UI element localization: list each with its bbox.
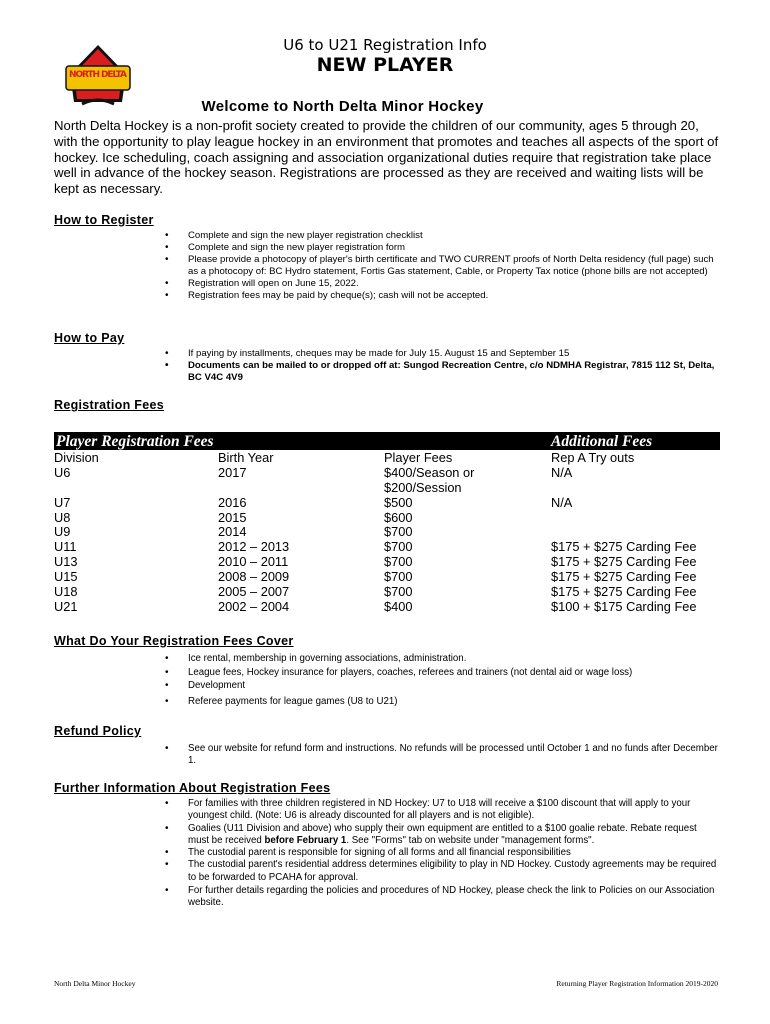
cell-birth-year: 2010 – 2011 xyxy=(218,554,289,570)
list-item: • Ice rental, membership in governing associations, administration. xyxy=(188,652,720,666)
goalie-rebate-text: Goalies (U11 Division and above) who supply their own equipment are entitled to a $100 goalie rebate. Rebate request must be received xyxy=(188,822,697,846)
list-item: • Registration fees may be paid by cheque(s); cash will not be accepted. xyxy=(188,290,720,302)
cell-additional-fee: $100 + $175 Carding Fee xyxy=(551,598,697,614)
table-row xyxy=(54,570,720,585)
list-item: • The custodial parent's residential address determines eligibility to play in ND Hockey. Custody agreements may be required to be forwarded to PCAHA for approval. xyxy=(188,859,720,884)
cell-birth-year: 2005 – 2007 xyxy=(218,584,290,600)
cell-additional-fee: $175 + $275 Carding Fee xyxy=(551,554,697,570)
list-item: • For families with three children registered in ND Hockey: U7 to U18 will receive a $100 discount that will apply to your youngest child. (Note: U6 is already discounted for all players and is not eligible). xyxy=(188,798,720,823)
cell-player-fee: $700 xyxy=(384,569,413,585)
table-row xyxy=(54,496,720,511)
cell-player-fee: $200/Session xyxy=(384,479,462,495)
cell-birth-year: 2002 – 2004 xyxy=(218,598,290,614)
intro-paragraph: North Delta Hockey is a non-profit society created to provide the children of our community, ages 5 through 20, with the opportunity to play league hockey in an environment that promotes and teaches all aspects of the sport of hockey. Ice scheduling, coach assigning and association organizational duties require that registration take place well in advance of the hockey season. Registrations are processed as they are received and waiting lists will be kept as necessary. xyxy=(54,118,719,197)
cell-birth-year: 2008 – 2009 xyxy=(218,569,290,585)
how-to-pay-heading: How to Pay xyxy=(54,331,125,345)
list-item: • League fees, Hockey insurance for players, coaches, referees and trainers (not dental aid or wage loss) xyxy=(188,666,720,680)
fee-table-title: Player Registration Fees xyxy=(56,433,214,450)
cell-birth-year: 2012 – 2013 xyxy=(218,539,290,555)
col-rep-tryouts: Rep A Try outs xyxy=(551,450,635,465)
cell-birth-year: 2015 xyxy=(218,509,247,525)
further-info-heading: Further Information About Registration Fees xyxy=(54,781,331,795)
table-row xyxy=(54,466,720,481)
list-item: • Complete and sign the new player registration form xyxy=(188,242,720,254)
footer-right: Returning Player Registration Information 2019-2020 xyxy=(556,979,718,988)
logo-lettering: NORTH DELTA xyxy=(69,70,127,80)
table-row xyxy=(54,600,720,615)
cell-player-fee: $700 xyxy=(384,554,413,570)
cell-player-fee: $500 xyxy=(384,494,413,510)
cell-birth-year: 2017 xyxy=(218,464,247,480)
list-item: • Please provide a photocopy of player's birth certificate and TWO CURRENT proofs of North Delta residency (full page) such as a photocopy of: BC Hydro statement, Fortis Gas statement, Cable, or Property Tax notice (phone bills are not accepted) xyxy=(188,254,720,278)
cell-player-fee: $700 xyxy=(384,584,413,600)
how-to-register-heading: How to Register xyxy=(54,213,154,227)
list-item xyxy=(188,823,720,848)
cell-division: U7 xyxy=(54,494,71,510)
fees-cover-heading: What Do Your Registration Fees Cover xyxy=(54,634,294,648)
forms-note: . See "Forms" tab on website under "management forms". xyxy=(346,834,595,846)
fee-table-columns xyxy=(54,451,720,466)
fee-table-header xyxy=(54,432,720,450)
header-subtitle: U6 to U21 Registration Info xyxy=(283,36,487,54)
list-item: • Development xyxy=(188,679,720,693)
cell-player-fee: $700 xyxy=(384,524,413,540)
cell-division: U8 xyxy=(54,509,71,525)
list-item: • For further details regarding the policies and procedures of ND Hockey, please check the link to Policies on our Association website. xyxy=(188,885,720,910)
cell-player-fee: $400/Season or xyxy=(384,464,475,480)
cell-division: U13 xyxy=(54,554,78,570)
refund-list xyxy=(188,743,720,768)
cell-birth-year: 2016 xyxy=(218,494,247,510)
cell-division: U11 xyxy=(54,539,77,555)
col-division: Division xyxy=(54,450,99,465)
fees-cover-list xyxy=(188,652,720,708)
col-player-fees: Player Fees xyxy=(384,450,453,465)
cell-division: U21 xyxy=(54,598,78,614)
refund-policy-heading: Refund Policy xyxy=(54,724,142,738)
further-info-list xyxy=(188,798,720,910)
col-birth-year: Birth Year xyxy=(218,450,274,465)
cell-additional-fee: $175 + $275 Carding Fee xyxy=(551,569,697,585)
cell-additional-fee: $175 + $275 Carding Fee xyxy=(551,584,697,600)
cell-player-fee: $400 xyxy=(384,598,413,614)
rebate-deadline: before February 1 xyxy=(264,834,347,846)
table-row xyxy=(54,585,720,600)
welcome-heading: Welcome to North Delta Minor Hockey xyxy=(201,98,484,115)
list-item: • Referee payments for league games (U8 to U21) xyxy=(188,695,720,709)
table-row xyxy=(54,540,720,555)
additional-fees-title: Additional Fees xyxy=(551,433,653,450)
cell-additional-fee: N/A xyxy=(551,464,573,480)
registration-fees-heading: Registration Fees xyxy=(54,398,164,412)
table-row xyxy=(54,525,720,540)
list-item: • See our website for refund form and instructions. No refunds will be processed until October 1 and no funds after December 1. xyxy=(188,743,720,768)
header-title: NEW PLAYER xyxy=(316,54,454,76)
cell-division: U9 xyxy=(54,524,71,540)
footer-left: North Delta Minor Hockey xyxy=(54,979,136,988)
list-item: • The custodial parent is responsible for signing of all forms and all financial responsibilities xyxy=(188,847,720,859)
fee-table xyxy=(54,451,720,615)
cell-additional-fee: N/A xyxy=(551,494,573,510)
cell-additional-fee: $175 + $275 Carding Fee xyxy=(551,539,697,555)
cell-player-fee: $700 xyxy=(384,539,413,555)
register-list xyxy=(188,230,720,303)
cell-division: U15 xyxy=(54,569,78,585)
table-row xyxy=(54,511,720,526)
list-item: • If paying by installments, cheques may be made for July 15. August 15 and September 15 xyxy=(188,348,720,360)
cell-division: U18 xyxy=(54,584,78,600)
cell-player-fee: $600 xyxy=(384,509,413,525)
cell-birth-year: 2014 xyxy=(218,524,247,540)
list-item: • Complete and sign the new player registration checklist xyxy=(188,230,720,242)
table-row xyxy=(54,481,720,496)
cell-division: U6 xyxy=(54,464,71,480)
pay-list xyxy=(188,348,720,384)
list-item: • Registration will open on June 15, 2022. xyxy=(188,278,720,290)
list-item: • Documents can be mailed to or dropped off at: Sungod Recreation Centre, c/o NDMHA Registrar, 7815 112 St, Delta, BC V4C 4V9 xyxy=(188,360,720,384)
table-row xyxy=(54,555,720,570)
